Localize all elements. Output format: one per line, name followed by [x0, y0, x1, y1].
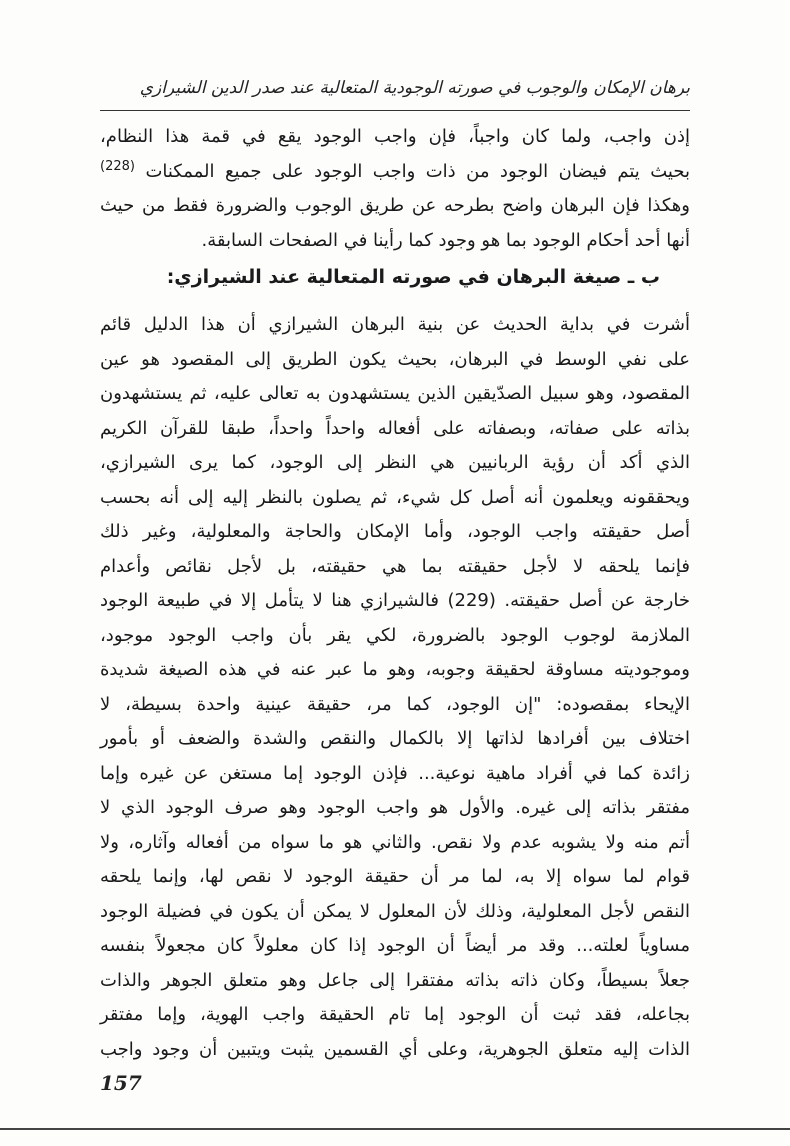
text-line-content: بحيث يتم فيضان الوجود من ذات واجب الوجود على جميع الممكنات: [145, 160, 690, 182]
section-heading: ب ـ صيغة البرهان في صورته المتعالية عند الشيرازي:: [166, 266, 660, 288]
text-line: أشرت في بداية الحديث عن بنية البرهان الشيرازي أن هذا الدليل قائم: [100, 314, 690, 335]
text-line: مساوياً لعلته... وقد مر أيضاً أن الوجود إذا كان معلولاً كان مجعولاً بنفسه: [100, 935, 690, 956]
text-line: الذي أكد أن رؤية الربانيين هي النظر إلى الوجود، كما يرى الشيرازي،: [100, 452, 690, 473]
text-line: الذات إليه متعلق الجوهرية، وعلى أي القسمين يثبت ويتبين أن وجود واجب: [100, 1038, 690, 1060]
text-line: وهكذا فإن البرهان واضح بطرحه عن طريق الوجوب والضرورة فقط من حيث: [100, 195, 690, 216]
text-line: أتم منه ولا يشوبه عدم ولا نقص. والثاني هو ما سواه من أفعاله وآثاره، ولا: [100, 831, 690, 853]
text-line: بذاته على صفاته، وبصفاته على أفعاله واحداً واحداً، طبقا للقرآن الكريم: [100, 417, 690, 439]
text-line: جعلاً بسيطاً، وكان ذاته بذاته مفتقرا إلى جاعل وهو متعلق الجوهر والذات: [100, 969, 690, 991]
text-line: قوام لما سواه إلا به، لما مر أن حقيقة الوجود لا نقص لها، وإنما يلحقه: [100, 866, 690, 887]
footnote-marker: (228): [100, 158, 135, 174]
main-paragraph: [100, 308, 690, 1067]
header-rule: [100, 110, 690, 111]
text-line: أصل حقيقته واجب الوجود، وأما الإمكان والحاجة والمعلولية، وغير ذلك: [100, 521, 690, 542]
running-header: برهان الإمكان والوجوب في صورته الوجودية المتعالية عند صدر الدين الشيرازي: [139, 78, 690, 98]
text-line: على نفي الوسط في البرهان، بحيث يكون الطريق إلى المقصود هو عين: [100, 348, 690, 370]
page-number: 157: [100, 1071, 142, 1095]
text-line: [100, 155, 690, 190]
text-line: الإيحاء بمقصوده: "إن الوجود، كما مر، حقيقة عينية واحدة بسيطة، لا: [100, 693, 690, 715]
bottom-rule: [0, 1128, 790, 1130]
text-line: زائدة كما في أفراد ماهية نوعية... فإذن الوجود إما مستغن عن غيره وإما: [100, 762, 690, 784]
text-line: المقصود، وهو سبيل الصدّيقين الذين يستشهدون به تعالى عليه، ثم يستشهدون: [100, 383, 690, 404]
text-line: ويحققونه ويعلمون أنه أصل كل شيء، ثم يصلون بالنظر إليه إلى أنه بحسب: [100, 486, 690, 508]
text-line: بجاعله، فقد ثبت أن الوجود إما تام الحقيقة واجب الهوية، وإما مفتقر: [100, 1004, 690, 1025]
intro-paragraph: [100, 120, 690, 258]
text-line: النقص لأجل المعلولية، وذلك لأن المعلول لا يمكن أن يكون في فضيلة الوجود: [100, 900, 690, 922]
text-line: إذن واجب، ولما كان واجباً، فإن واجب الوجود يقع في قمة هذا النظام،: [100, 126, 690, 147]
text-line: الملازمة لوجوب الوجود بالضرورة، لكي يقر بأن واجب الوجود موجود،: [100, 624, 690, 646]
text-line: اختلاف بين أفرادها لذاتها إلا بالكمال والنقص والشدة والضعف أو بأمور: [100, 728, 690, 749]
text-line: وموجوديته مساوقة لحقيقة وجوبه، وهو ما عبر عنه في هذه الصيغة شديدة: [100, 659, 690, 680]
text-line: خارجة عن أصل حقيقته. (229) فالشيرازي هنا لا يتأمل إلا في طبيعة الوجود: [100, 590, 690, 611]
text-line: أنها أحد أحكام الوجود بما هو وجود كما رأينا في الصفحات السابقة.: [201, 229, 690, 251]
text-line: مفتقر بذاته إلى غيره. والأول هو واجب الوجود وهو صرف الوجود الذي لا: [100, 797, 690, 818]
text-line: فإنما يلحقه لا لأجل حقيقته بما هي حقيقته، بل لأجل نقائص وأعدام: [100, 555, 690, 577]
